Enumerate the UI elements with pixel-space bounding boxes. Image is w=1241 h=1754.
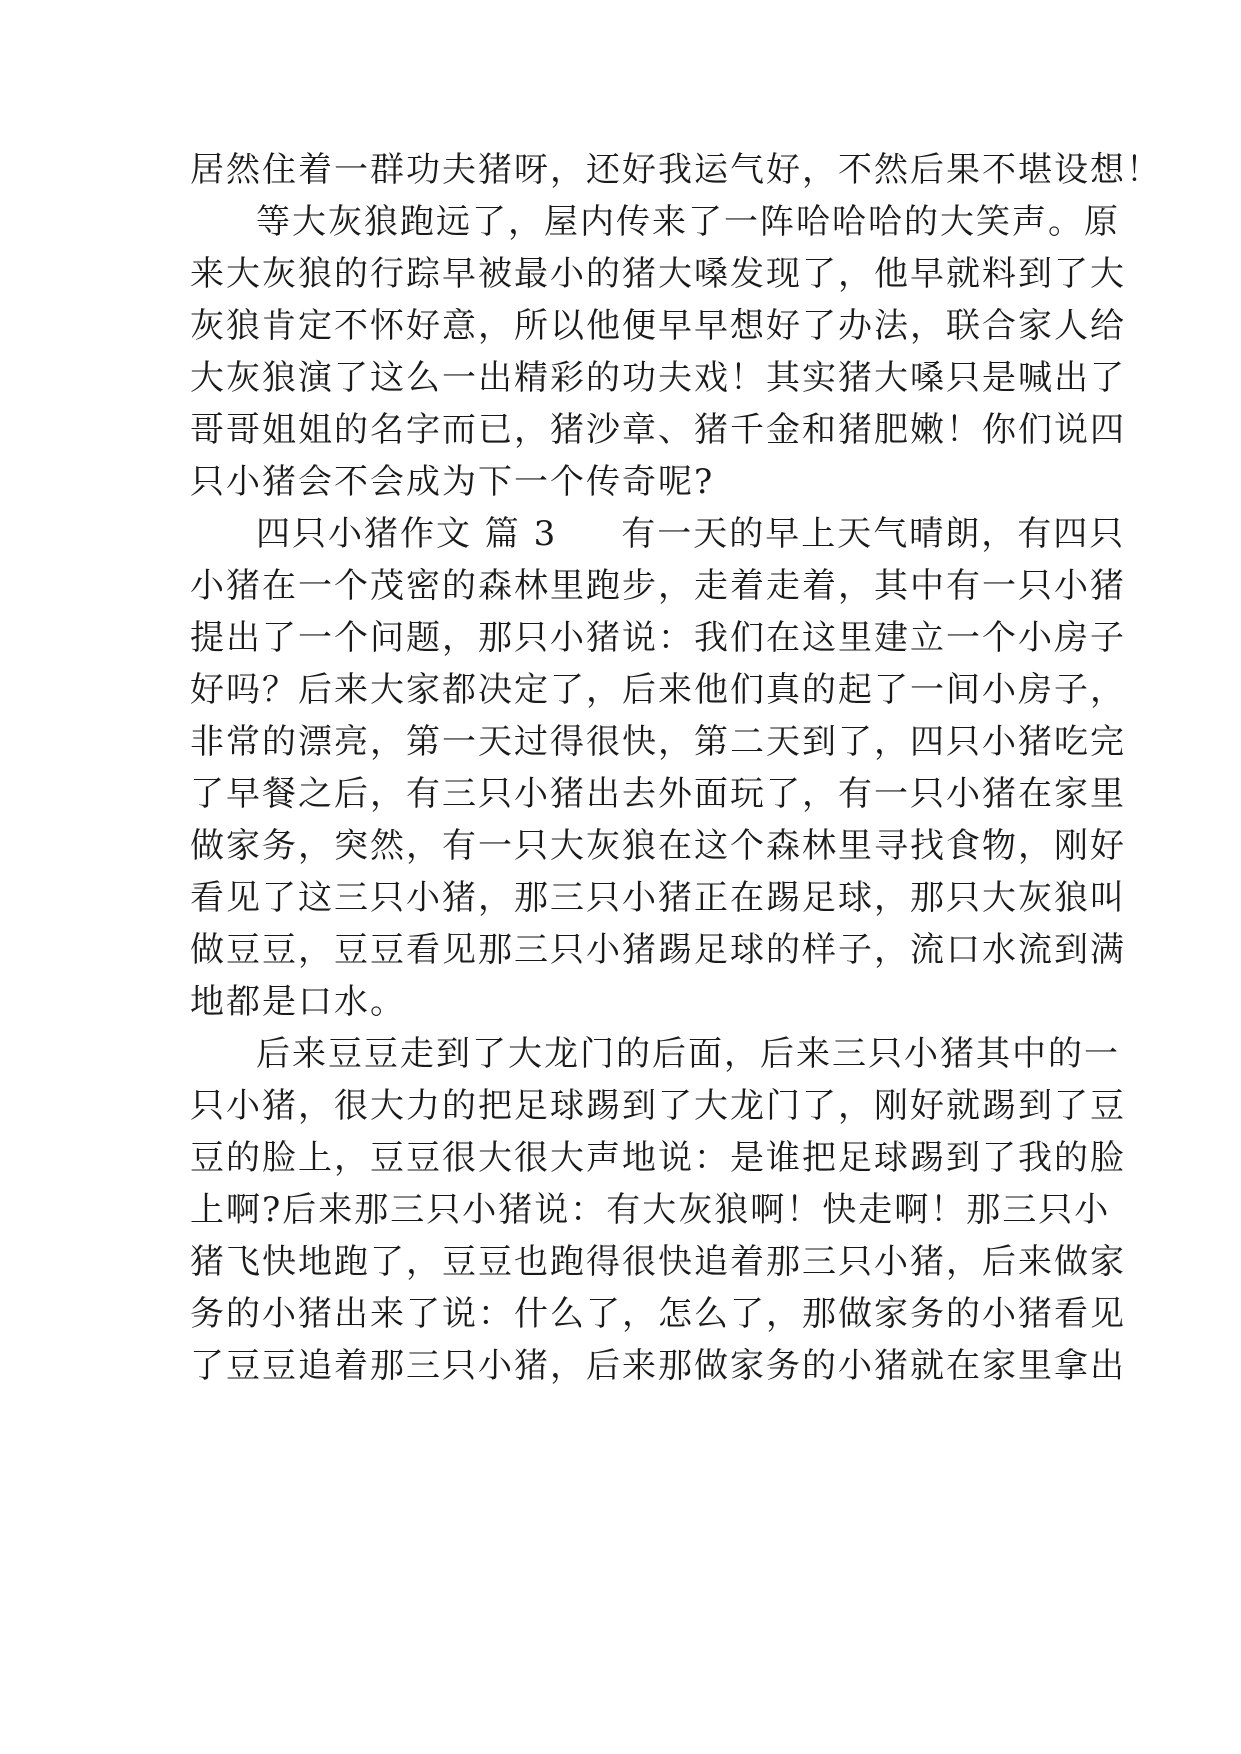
text-line: 哥哥姐姐的名字而已，猪沙章、猪千金和猪肥嫩！你们说四 [190, 410, 1126, 450]
text-line: 务的小猪出来了说：什么了，怎么了，那做家务的小猪看见 [190, 1294, 1126, 1334]
section-heading-line [256, 514, 1125, 554]
text-line: 上啊?后来那三只小猪说：有大灰狼啊！快走啊！那三只小 [190, 1190, 1111, 1230]
text-line: 做豆豆，豆豆看见那三只小猪踢足球的样子，流口水流到满 [190, 930, 1126, 970]
text-line: 小猪在一个茂密的森林里跑步，走着走着，其中有一只小猪 [190, 566, 1126, 606]
text-line: 豆的脸上，豆豆很大很大声地说：是谁把足球踢到了我的脸 [190, 1138, 1126, 1178]
text-line: 来大灰狼的行踪早被最小的猪大嗓发现了，他早就料到了大 [190, 254, 1126, 294]
text-line: 猪飞快地跑了，豆豆也跑得很快追着那三只小猪，后来做家 [190, 1242, 1126, 1282]
text-line: 大灰狼演了这么一出精彩的功夫戏！其实猪大嗓只是喊出了 [190, 358, 1126, 398]
text-line: 非常的漂亮，第一天过得很快，第二天到了，四只小猪吃完 [190, 722, 1126, 762]
text-line: 居然住着一群功夫猪呀，还好我运气好，不然后果不堪设想！ [190, 150, 1162, 190]
text-line: 只小猪，很大力的把足球踢到了大龙门了，刚好就踢到了豆 [190, 1086, 1126, 1126]
text-line: 看见了这三只小猪，那三只小猪正在踢足球，那只大灰狼叫 [190, 878, 1126, 918]
text-line: 提出了一个问题，那只小猪说：我们在这里建立一个小房子 [190, 618, 1126, 658]
text-line: 有一天的早上天气晴朗，有四只 [621, 514, 1126, 554]
text-line: 灰狼肯定不怀好意，所以他便早早想好了办法，联合家人给 [190, 306, 1126, 346]
text-line: 做家务，突然，有一只大灰狼在这个森林里寻找食物，刚好 [190, 826, 1126, 866]
text-line: 好吗？后来大家都决定了，后来他们真的起了一间小房子， [190, 670, 1126, 710]
text-line: 了豆豆追着那三只小猪，后来那做家务的小猪就在家里拿出 [190, 1346, 1126, 1386]
section-heading: 四只小猪作文 篇 3 [256, 514, 558, 554]
text-line: 等大灰狼跑远了，屋内传来了一阵哈哈哈的大笑声。原 [256, 202, 1120, 242]
text-line: 后来豆豆走到了大龙门的后面，后来三只小猪其中的一 [256, 1034, 1120, 1074]
text-line: 地都是口水。 [190, 982, 406, 1022]
text-line: 只小猪会不会成为下一个传奇呢? [190, 462, 715, 502]
text-line: 了早餐之后，有三只小猪出去外面玩了，有一只小猪在家里 [190, 774, 1126, 814]
